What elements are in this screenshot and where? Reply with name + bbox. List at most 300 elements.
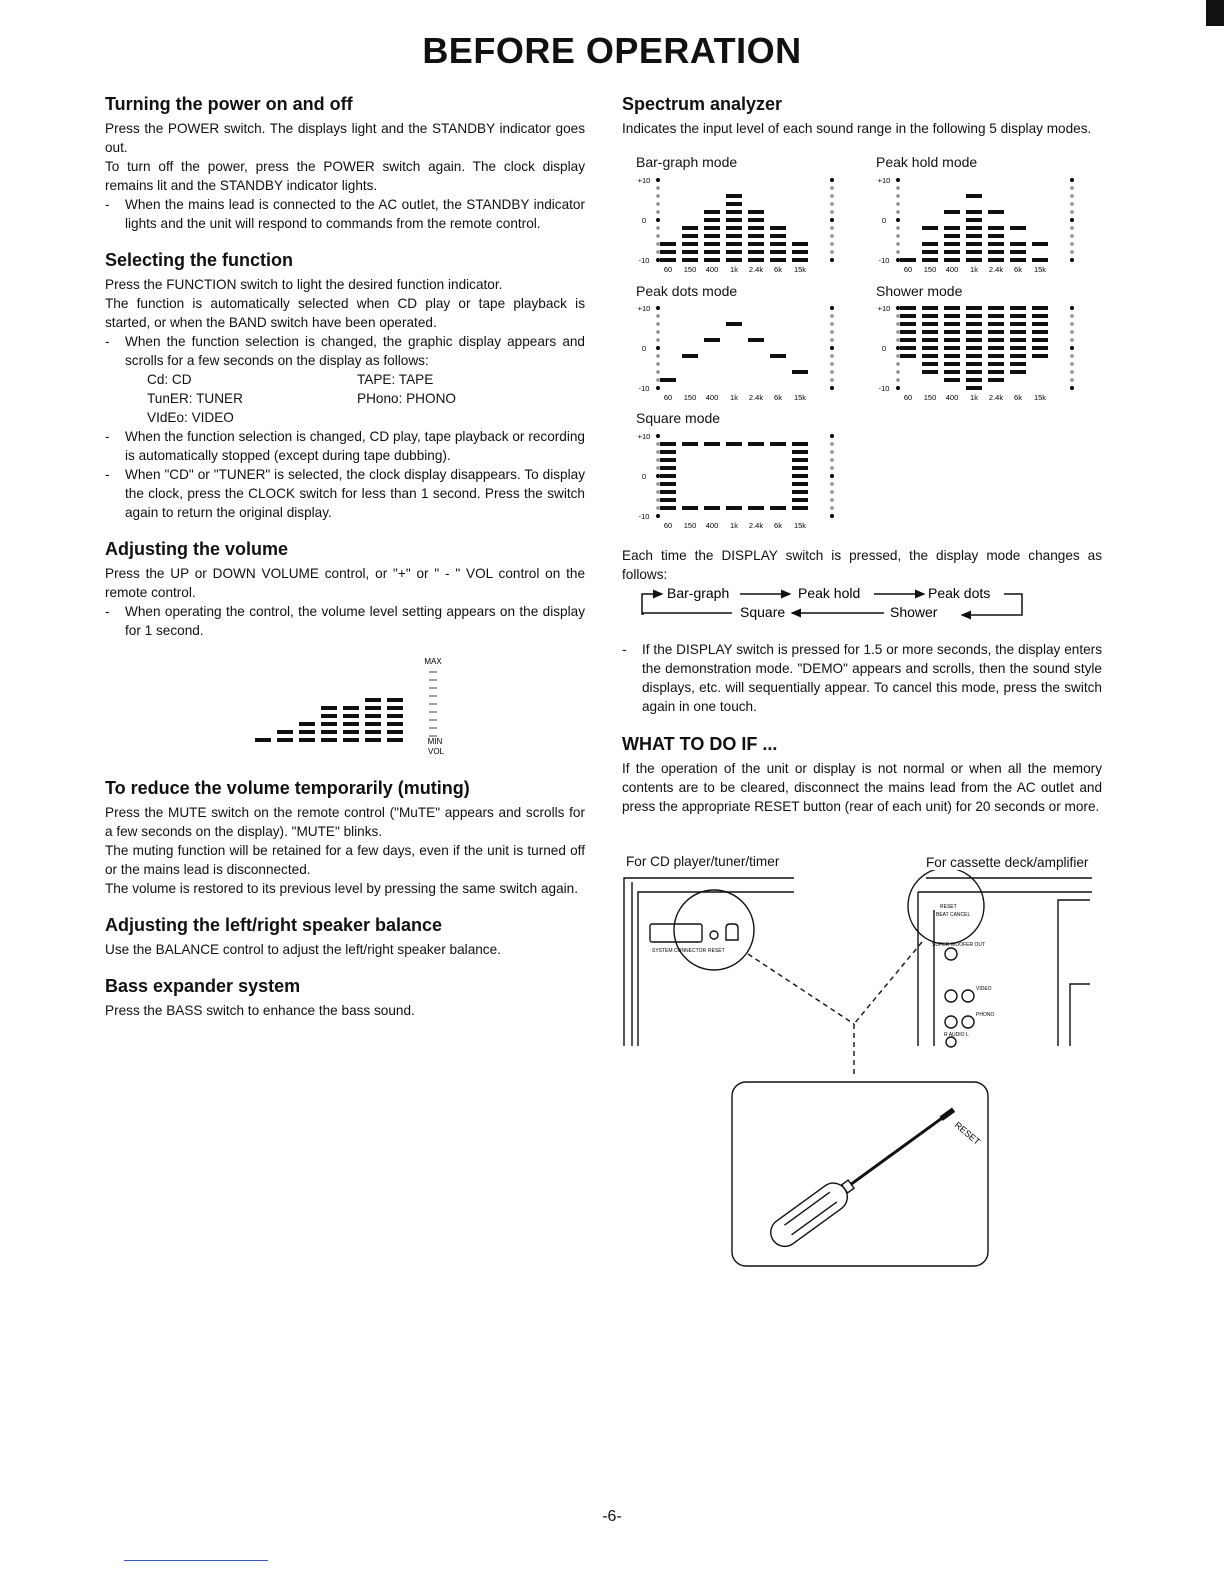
spectrum-segment (922, 250, 938, 254)
spectrum-segment (944, 306, 960, 310)
freq-label: 2.4k (988, 393, 1004, 402)
scale-dot (830, 474, 834, 478)
spectrum-segment (792, 474, 808, 478)
scale-dot (657, 243, 659, 245)
muting-p1: Press the MUTE switch on the remote control ("MuTE" appears and scrolls for a few seconds on the display). "MUTE" blinks. (105, 805, 585, 839)
spectrum-segment (944, 330, 960, 334)
spectrum-segment (1032, 330, 1048, 334)
scale-dot (657, 251, 659, 253)
spectrum-segment (988, 306, 1004, 310)
freq-label: 15k (793, 265, 807, 274)
spectrum-segment (660, 458, 676, 462)
scale-dot (657, 451, 659, 453)
spectrum-segment (944, 338, 960, 342)
freq-label: 150 (683, 521, 697, 530)
power-p1: Press the POWER switch. The displays light and the STANDBY indicator goes out. (105, 121, 585, 155)
label-reset-deck: RESET (940, 904, 957, 910)
scale-dot (656, 346, 660, 350)
freq-label: 400 (705, 265, 719, 274)
spectrum-segment (704, 226, 720, 230)
section-balance (105, 915, 585, 959)
spectrum-segment (900, 306, 916, 310)
function-map (105, 370, 585, 427)
whattodo-p1: If the operation of the unit or display is not normal or when all the memory contents are to be cleared, disconnect the mains lead from the AC outlet and press the appropriate RESET button (rear of each unit) for 20 seconds or more. (622, 761, 1102, 814)
spectrum-segment (1010, 370, 1026, 374)
spectrum-segment (682, 250, 698, 254)
freq-label: 6k (774, 521, 782, 530)
spectrum-segment (922, 226, 938, 230)
spectrum-segment (660, 490, 676, 494)
scale-dot (656, 434, 660, 438)
scale-dot (897, 243, 899, 245)
scale-dot (657, 235, 659, 237)
muting-p2: The muting function will be retained for a few days, even if the unit is turned off or the mains lead is disconnected. (105, 843, 585, 877)
scale-label: +10 (877, 304, 891, 313)
vol-label: VOL (427, 747, 445, 756)
spectrum-segment (726, 210, 742, 214)
label-screwdriver-reset: RESET (952, 1119, 983, 1147)
spectrum-segment (966, 378, 982, 382)
scale-dot (1071, 211, 1073, 213)
spectrum-segment (704, 250, 720, 254)
scale-dot (831, 251, 833, 253)
magnify-circle-left (674, 890, 754, 970)
spectrum-segment (922, 314, 938, 318)
section-muting (105, 778, 585, 898)
scale-dot (1071, 243, 1073, 245)
spectrum-segment (748, 338, 764, 342)
freq-label: 400 (705, 521, 719, 530)
freq-label: 6k (1014, 265, 1022, 274)
volume-segment (321, 714, 337, 718)
spectrum-segment (922, 338, 938, 342)
spectrum-segment (988, 370, 1004, 374)
freq-label: 150 (923, 393, 937, 402)
freq-label: 2.4k (748, 521, 764, 530)
scale-dot (897, 203, 899, 205)
spectrum-segment (792, 442, 808, 446)
scale-dot (897, 339, 899, 341)
spectrum-segment (944, 314, 960, 318)
volume-segment (387, 714, 403, 718)
spectrum-segment (988, 250, 1004, 254)
spectrum-segment (792, 482, 808, 486)
scale-dot (1071, 331, 1073, 333)
spectrum-segment (900, 338, 916, 342)
scale-dot (656, 306, 660, 310)
spectrum-segment (1010, 250, 1026, 254)
spectrum-segment (1010, 242, 1026, 246)
scale-dot (896, 218, 900, 222)
volume-segment (321, 738, 337, 742)
spectrum-segment (1010, 362, 1026, 366)
spectrum-segment (966, 218, 982, 222)
spectrum-segment (660, 378, 676, 382)
scale-dot (831, 323, 833, 325)
volume-segment (255, 738, 271, 742)
system-connector (650, 924, 702, 942)
spectrum-segment (1032, 306, 1048, 310)
label-phono: PHONO (976, 1012, 995, 1018)
cycle-peakdots: Peak dots (928, 585, 991, 601)
scale-dot (1071, 203, 1073, 205)
scale-dot (897, 211, 899, 213)
scale-dot (657, 355, 659, 357)
spectrum-segment (770, 250, 786, 254)
section-whattodo (622, 734, 1102, 816)
spectrum-segment (922, 362, 938, 366)
scale-dot (896, 258, 900, 262)
scale-dot (831, 371, 833, 373)
spectrum-segment (792, 506, 808, 510)
spectrum-segment (1032, 314, 1048, 318)
spectrum-segment (966, 242, 982, 246)
scale-dot (657, 443, 659, 445)
spectrum-p1: Indicates the input level of each sound range in the following 5 display modes. (622, 121, 1092, 136)
right-column (622, 94, 1102, 138)
scale-label: -10 (638, 512, 650, 521)
spectrum-segment (726, 218, 742, 222)
scale-dot (897, 315, 899, 317)
spectrum-segment (944, 234, 960, 238)
spectrum-segment (922, 330, 938, 334)
spectrum-segment (748, 242, 764, 246)
function-b3: - When "CD" or "TUNER" is selected, the clock display disappears. To display the clock, press the CLOCK switch for less than 1 second. Press the switch again to return the original display. (105, 465, 585, 522)
scale-dot (656, 258, 660, 262)
spectrum-segment (944, 362, 960, 366)
spectrum-segment (922, 306, 938, 310)
scale-dot (830, 346, 834, 350)
scale-dot (1071, 379, 1073, 381)
cycle-bargraph: Bar-graph (667, 585, 730, 601)
spectrum-segment (660, 258, 676, 262)
demo-section (622, 640, 1102, 716)
spectrum-segment (748, 210, 764, 214)
scale-dot (897, 235, 899, 237)
section-function (105, 250, 585, 522)
freq-label: 60 (663, 265, 673, 274)
volume-bars (255, 698, 403, 742)
freq-label: 60 (903, 393, 913, 402)
freq-label: 150 (683, 265, 697, 274)
heading-muting: To reduce the volume temporarily (muting) (105, 778, 470, 798)
spectrum-segment (988, 338, 1004, 342)
volume-segment (343, 722, 359, 726)
volume-segment (365, 706, 381, 710)
spectrum-segment (944, 210, 960, 214)
label-system-connector: SYSTEM CONNECTOR (652, 948, 707, 954)
scale-dot (831, 443, 833, 445)
map-item: VIdEo: VIDEO (147, 410, 234, 425)
spectrum-segment (682, 258, 698, 262)
map-item: TAPE: TAPE (357, 372, 434, 387)
spectrum-segment (726, 242, 742, 246)
spectrum-segment (1010, 354, 1026, 358)
freq-label: 2.4k (748, 265, 764, 274)
spectrum-segment (792, 242, 808, 246)
scale-dot (897, 227, 899, 229)
section-volume (105, 539, 585, 640)
spectrum-p2: Each time the DISPLAY switch is pressed, the display mode changes as follows: (622, 548, 1102, 582)
spectrum-segment (966, 250, 982, 254)
scale-dot (657, 211, 659, 213)
scale-dot (897, 363, 899, 365)
volume-segment (321, 706, 337, 710)
function-b2: - When the function selection is changed, CD play, tape playback or recording is automatically stopped (except during tape dubbing). (105, 427, 585, 465)
spectrum-b1: - If the DISPLAY switch is pressed for 1.5 or more seconds, the display enters the demonstration mode. "DEMO" appears and scrolls, then the sound style displays, etc. will sequentially appear. To cancel this mode, press the switch again in one touch. (622, 640, 1102, 716)
scale-dot (831, 203, 833, 205)
scale-dot (657, 507, 659, 509)
heading-power: Turning the power on and off (105, 94, 353, 114)
scale-dot (657, 363, 659, 365)
freq-label: 60 (903, 265, 913, 274)
video-jack (945, 990, 957, 1002)
label-beat-cancel: BEAT CANCEL (936, 912, 971, 918)
spectrum-segment (770, 258, 786, 262)
spectrum-segment (944, 346, 960, 350)
spectrum-segment (748, 442, 764, 446)
scale-dot (657, 339, 659, 341)
scale-dot (657, 331, 659, 333)
scale-dot (657, 315, 659, 317)
spectrum-segment (988, 330, 1004, 334)
volume-segment (365, 738, 381, 742)
spectrum-segment (966, 258, 982, 262)
mode-label-bargraph: Bar-graph mode (636, 154, 738, 170)
scale-label: -10 (878, 256, 890, 265)
volume-b1: - When operating the control, the volume level setting appears on the display for 1 second. (105, 602, 585, 640)
spectrum-segment (922, 242, 938, 246)
spectrum-segment (966, 306, 982, 310)
scale-dot (1070, 306, 1074, 310)
spectrum-segment (1010, 226, 1026, 230)
spectrum-segment (922, 354, 938, 358)
scale-dot (830, 306, 834, 310)
volume-scale (429, 672, 437, 736)
power-b1: - When the mains lead is connected to the AC outlet, the STANDBY indicator lights and the unit will respond to commands from the remote control. (105, 195, 585, 233)
spectrum-segment (1010, 338, 1026, 342)
spectrum-segment (966, 338, 982, 342)
freq-label: 150 (923, 265, 937, 274)
scale-dot (657, 499, 659, 501)
spectrum-segment (1032, 242, 1048, 246)
spectrum-segment (1032, 338, 1048, 342)
super-woofer-jack (945, 948, 957, 960)
scale-dot (897, 379, 899, 381)
spectrum-segment (900, 330, 916, 334)
scale-label: +10 (637, 432, 651, 441)
scale-label: 0 (881, 216, 887, 225)
spectrum-segment (660, 466, 676, 470)
spectrum-segment (726, 234, 742, 238)
scale-dot (1071, 251, 1073, 253)
spectrum-segment (988, 258, 1004, 262)
freq-label: 60 (663, 521, 673, 530)
scale-dot (831, 187, 833, 189)
spectrum-segment (944, 322, 960, 326)
footer-line (124, 1560, 268, 1561)
spectrum-segment (704, 338, 720, 342)
spectrum-segment (900, 346, 916, 350)
freq-label: 400 (945, 265, 959, 274)
caption-cd-player: For CD player/tuner/timer (626, 854, 780, 869)
scale-dot (896, 178, 900, 182)
freq-label: 1k (730, 393, 738, 402)
spectrum-segment (966, 370, 982, 374)
scale-dot (831, 459, 833, 461)
scale-dot (897, 371, 899, 373)
map-item: TunER: TUNER (147, 391, 243, 406)
scale-dot (831, 451, 833, 453)
scale-dot (1071, 371, 1073, 373)
scale-dot (656, 218, 660, 222)
scale-dot (657, 187, 659, 189)
heading-volume: Adjusting the volume (105, 539, 289, 559)
spectrum-segment (792, 458, 808, 462)
heading-bass: Bass expander system (105, 976, 301, 996)
spectrum-segment (660, 442, 676, 446)
spectrum-segment (660, 250, 676, 254)
scale-dot (897, 187, 899, 189)
volume-segment (299, 738, 315, 742)
spectrum-segment (726, 250, 742, 254)
freq-label: 1k (970, 393, 978, 402)
reset-diagram (618, 870, 1098, 1270)
spectrum-segment (1010, 322, 1026, 326)
spectrum-segment (1032, 322, 1048, 326)
spectrum-segment (966, 226, 982, 230)
spectrum-segment (660, 450, 676, 454)
scale-dot (831, 339, 833, 341)
scale-dot (830, 386, 834, 390)
freq-label: 15k (1033, 393, 1047, 402)
section-power (105, 94, 585, 233)
scale-dot (1071, 195, 1073, 197)
spectrum-segment (900, 314, 916, 318)
scale-dot (656, 178, 660, 182)
spectrum-segment (770, 442, 786, 446)
freq-label: 400 (705, 393, 719, 402)
spectrum-segment (660, 506, 676, 510)
left-column-lower (105, 778, 585, 1020)
spectrum-segment (988, 242, 1004, 246)
scale-dot (830, 258, 834, 262)
scale-dot (657, 459, 659, 461)
scale-dot (657, 323, 659, 325)
scale-dot (831, 315, 833, 317)
screwdriver-icon (765, 1099, 961, 1252)
volume-segment (387, 738, 403, 742)
scale-dot (831, 235, 833, 237)
spectrum-segment (988, 314, 1004, 318)
volume-segment (365, 714, 381, 718)
balance-p1: Use the BALANCE control to adjust the left/right speaker balance. (105, 942, 501, 957)
scale-dot (1070, 386, 1074, 390)
spectrum-segment (988, 226, 1004, 230)
scale-dot (831, 499, 833, 501)
spectrum-segment (726, 194, 742, 198)
scale-dot (896, 306, 900, 310)
function-p1: Press the FUNCTION switch to light the desired function indicator. (105, 277, 503, 292)
spectrum-segment (966, 386, 982, 390)
label-video: VIDEO (976, 986, 992, 992)
spectrum-segment (770, 506, 786, 510)
spectrum-segment (966, 346, 982, 350)
volume-segment (387, 730, 403, 734)
power-p2: To turn off the power, press the POWER switch again. The clock display remains lit and the STANDBY indicator lights. (105, 159, 585, 193)
volume-segment (387, 722, 403, 726)
spectrum-segment (900, 354, 916, 358)
spectrum-bargraph-display (632, 172, 847, 277)
spectrum-segment (704, 242, 720, 246)
scale-dot (831, 211, 833, 213)
spectrum-segment (660, 242, 676, 246)
spectrum-segment (966, 330, 982, 334)
scale-dot (897, 251, 899, 253)
scale-label: +10 (637, 304, 651, 313)
volume-segment (321, 722, 337, 726)
volume-segment (365, 698, 381, 702)
volume-segment (299, 730, 315, 734)
spectrum-segment (704, 506, 720, 510)
spectrum-segment (922, 258, 938, 262)
scale-label: -10 (638, 256, 650, 265)
spectrum-segment (944, 242, 960, 246)
scale-dot (831, 195, 833, 197)
heading-spectrum: Spectrum analyzer (622, 94, 783, 114)
spectrum-segment (966, 194, 982, 198)
cycle-square: Square (740, 604, 786, 620)
scale-dot (657, 467, 659, 469)
spectrum-segment (682, 242, 698, 246)
spectrum-segment (748, 234, 764, 238)
spectrum-segment (944, 370, 960, 374)
scale-dot (831, 379, 833, 381)
volume-segment (387, 706, 403, 710)
scale-dot (1071, 227, 1073, 229)
spectrum-segment (704, 218, 720, 222)
caption-cassette: For cassette deck/amplifier (926, 855, 1089, 870)
spectrum-segment (922, 346, 938, 350)
scale-dot (1071, 235, 1073, 237)
label-audio: R AUDIO L (944, 1032, 969, 1038)
mode-label-square: Square mode (636, 410, 721, 426)
spectrum-segment (682, 506, 698, 510)
scale-dot (1071, 187, 1073, 189)
page-title: BEFORE OPERATION (422, 30, 802, 71)
scale-dot (897, 355, 899, 357)
function-p2: The function is automatically selected when CD play or tape playback is started, or when the BAND switch have been operated. (105, 296, 585, 330)
volume-segment (343, 706, 359, 710)
spectrum-segment (966, 314, 982, 318)
scale-dot (656, 386, 660, 390)
mode-label-peakhold: Peak hold mode (876, 154, 978, 170)
cycle-peakhold: Peak hold (798, 585, 861, 601)
map-item: Cd: CD (147, 372, 192, 387)
scale-dot (1070, 258, 1074, 262)
spectrum-segment (944, 250, 960, 254)
spectrum-segment (704, 234, 720, 238)
spectrum-segment (704, 258, 720, 262)
scale-dot (657, 491, 659, 493)
freq-label: 2.4k (748, 393, 764, 402)
volume-segment (365, 730, 381, 734)
scale-label: +10 (877, 176, 891, 185)
scale-dot (897, 331, 899, 333)
spectrum-segment (726, 442, 742, 446)
scale-dot (1071, 323, 1073, 325)
spectrum-segment (792, 450, 808, 454)
